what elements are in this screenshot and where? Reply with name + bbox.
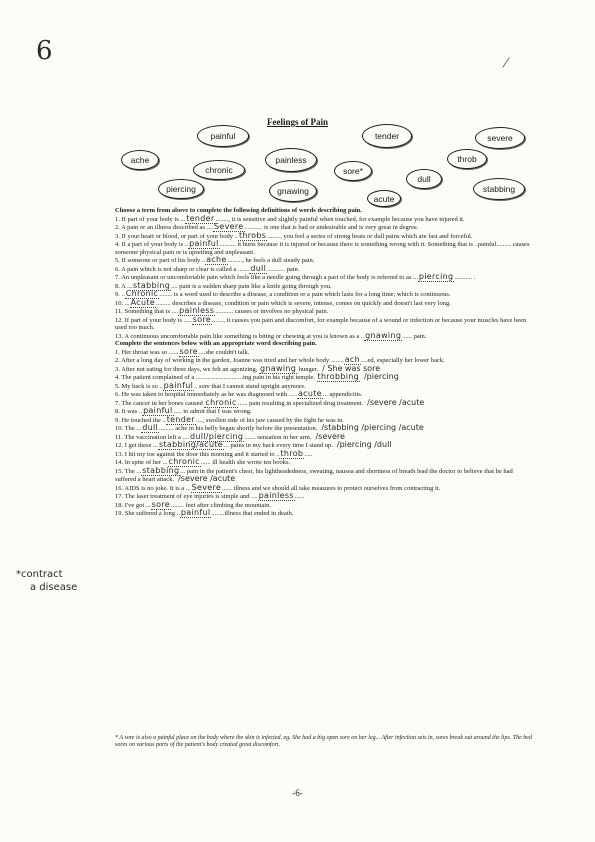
item-text: 18. I've got ... (115, 501, 151, 509)
handwritten-answer: stabbing (132, 280, 171, 290)
handwritten-answer: chronic (168, 457, 200, 466)
exercise-item (115, 332, 535, 341)
instruction: Complete the sentences below with an appropriate word describing pain. (115, 340, 317, 347)
printed-page-number: -6- (292, 788, 303, 798)
marginal-note (16, 568, 77, 594)
item-text: 4. The patient complained of a .............................ing pain in his right temple. (115, 374, 317, 381)
handwritten-answer: sore (192, 314, 212, 324)
handwritten-answer: sore (179, 346, 198, 356)
item-text: ......., it causes you pain and discomfort, for example because of a wound or infection or because your muscles have been used too much. (115, 316, 527, 331)
handwritten-answer: Severe (214, 222, 244, 231)
handwritten-alternative: /piercing /dull (336, 440, 392, 449)
item-text: 13. I hit my toe against the door this morning and it started to .. (115, 450, 280, 458)
item-text: 12. I get these ... (115, 442, 158, 449)
item-text: 11. The vaccination left a .... (115, 433, 190, 441)
item-text: 9. He touched the .. (115, 416, 166, 424)
item-text: .......... it hurts because it is injured or because there is something wrong with it. Something that is ..painful......... causes someone physical pain or is upsetting and unpleasant. (115, 241, 530, 256)
item-text: 2. After a long day of working in the garden, Joanne was tired and her whole body ........ (115, 357, 344, 364)
exercise-item (115, 390, 535, 399)
item-text: hunger. (297, 365, 319, 373)
item-text: ... pains in my back every time I stand up. (224, 442, 333, 449)
handwritten-answer: painless (179, 306, 215, 315)
item-text: ...... illness and we should all take measures to protect ourselves from contracting it. (222, 484, 441, 492)
item-text: 16. AIDS is no joke. It is a ... (115, 484, 191, 492)
item-text: 1. If part of your body is ... (115, 215, 186, 223)
item-text: ...... (294, 493, 305, 500)
handwritten-alternative: /severe (315, 431, 345, 441)
item-text: ........, it is sensitive and slightly painful when touched, for example because you have injured it. (215, 215, 465, 223)
handwritten-answer: Acute (130, 297, 155, 307)
handwritten-answer: ach (344, 355, 360, 364)
item-text: 2. A pain or an illness described as .... (115, 224, 214, 231)
exercise-item (115, 240, 535, 256)
handwritten-answer: stabbing (142, 465, 180, 475)
item-text: 13. A continuous uncomfortable pain like something is biting or chewing at you is known as a .. (115, 332, 365, 340)
item-text: .... pain is a sudden sharp pain like a knife going through you. (171, 282, 332, 290)
handwritten-answer: ache (206, 255, 227, 264)
exercise-item (115, 307, 535, 316)
handwritten-answer: piercing (418, 272, 454, 281)
word-bubble: piercing (158, 179, 204, 199)
item-text: 14. In spite of her ... (115, 459, 168, 466)
handwritten-answer: dull/piercing (190, 431, 244, 441)
exercise-item (115, 467, 535, 484)
item-text: 3. After not eating for three days, we felt an agonizing, (115, 365, 260, 373)
handwritten-answer: dull (250, 263, 267, 273)
item-text: 17. The laser treatment of eye injuries is simple and .... (115, 493, 258, 500)
word-bubble: ache (121, 150, 159, 170)
footnote: * A sore is also a painful place on the body where the skin is infected. eg. She had a big open sore on her leg... After infection sets in, sores break out around the lips. The bed sores on various parts of the patient's body created great discomfort. (115, 735, 532, 748)
instruction: Choose a term from above to complete the following definitions of words describing pain. (115, 207, 362, 214)
handwritten-answer: acute (297, 389, 322, 398)
word-bubble: throb (447, 149, 487, 169)
exercise-item (115, 441, 535, 450)
word-bubble: dull (406, 169, 442, 189)
exercise-item (115, 316, 535, 332)
item-text: ..... (304, 450, 313, 458)
word-bubble: chronic (193, 160, 245, 180)
handwritten-answer: sore (151, 499, 170, 509)
word-bubble: severe (475, 127, 525, 149)
handwritten-page-number: 6 (36, 36, 53, 66)
handwritten-answer: dull (142, 423, 159, 432)
item-text: ........... pain. (267, 265, 300, 273)
handwritten-answer: painful (163, 380, 194, 390)
item-text: .. sore that I cannot stand upright anymore. (194, 382, 306, 390)
handwritten-answer: Chronic (125, 289, 159, 298)
handwritten-answer: painless (258, 491, 294, 500)
item-text: 10. ... (115, 299, 130, 307)
item-text: ........illness that ended in death. (211, 510, 294, 517)
item-text: ...... pain resulting in specialized drug treatment. (237, 399, 364, 407)
handwritten-answer: stabbing/acute (158, 440, 224, 449)
handwritten-alternative: /stabbing /piercing /acute (321, 423, 424, 432)
pen-stroke (502, 57, 510, 67)
handwritten-alternative: / She was sore (322, 363, 381, 373)
item-text: ....she couldn't talk. (198, 348, 250, 356)
item-text: ....... sensation in her arm. (244, 433, 312, 441)
definitions-list (115, 215, 535, 341)
word-bubble: gnawing (269, 180, 317, 202)
handwritten-answer: painful (189, 239, 219, 248)
handwritten-answer: tender (186, 213, 215, 223)
exercise-item (115, 501, 535, 510)
marginal-note-line: a disease (30, 582, 78, 593)
item-text: ........., he feels a dull steady pain. (227, 257, 315, 264)
exercise-item (115, 382, 535, 391)
item-text: 3. If your heart or blood, or part of your body .. (115, 232, 238, 240)
handwritten-answer: painful (143, 406, 173, 415)
item-text: 7. An unpleasant or uncomfortable pain which feels like a needle going through a part of the body is referred to as ... (115, 274, 418, 281)
handwritten-answer: gnawing (260, 363, 297, 373)
item-text: 6. He was taken to hospital immediately as he was diagnosed with ..... (115, 391, 297, 398)
item-text: ...., swollen side of his jaw caused by the fight he was in. (195, 416, 344, 424)
handwritten-answer: throbbing (317, 372, 359, 381)
item-text: ... appendicitis. (322, 391, 363, 398)
item-text: ......... ache in his belly began shortly before the presentation. (159, 425, 318, 432)
item-text: 7. The cancer in her bones caused (115, 399, 205, 407)
item-text: 9. .. (115, 291, 125, 298)
word-bubble: acute (367, 190, 401, 207)
handwritten-alternative: /severe /acute (367, 397, 425, 407)
exercise-item (115, 265, 535, 274)
word-bubble: tender (362, 124, 412, 148)
handwritten-answer: gnawing (365, 330, 402, 340)
handwritten-answer: throbs (238, 230, 267, 240)
item-text: ....ed, especially her lower back. (361, 357, 445, 364)
item-text: 8. It was .. (115, 408, 143, 415)
item-text: ........ is a word used to describe a disease, a condition or a pain which lasts for a long time; which is continuous. (159, 291, 451, 298)
exercise-item (115, 282, 535, 291)
word-bubble: stabbing (473, 178, 525, 200)
item-text: 6. A pain which is not sharp or clear is called a ....... (115, 265, 250, 273)
item-text: ........... causes or involves no physical pain. (215, 308, 329, 315)
item-text: 5. If someone or part of his body .. (115, 257, 206, 264)
worksheet-title: Feelings of Pain (267, 117, 328, 128)
sentences-list (115, 348, 535, 518)
exercise-item (115, 348, 535, 357)
item-text: 19. She suffered a long .. (115, 510, 180, 517)
handwritten-alternative: /severe /acute (178, 474, 236, 483)
word-bubble: painless (265, 148, 317, 172)
word-bubble: sore* (334, 161, 372, 181)
item-text: ........, you feel a series of strong beats or dull pains which are fast and forceful. (267, 232, 473, 240)
item-text: ..... to admit that I was wrong. (173, 408, 252, 415)
exercise-item (115, 492, 535, 501)
item-text: 4. If a part of your body is .. (115, 241, 189, 248)
exercise-item (115, 509, 535, 518)
item-text: ...... ill health she wrote ten books. (200, 459, 291, 466)
item-text: ........... . (454, 274, 476, 281)
handwritten-alternative: /piercing (363, 372, 399, 381)
item-text: 1. Her throat was so ...... (115, 348, 179, 356)
exercise-item (115, 215, 535, 224)
worksheet-body (115, 207, 535, 518)
handwritten-answer: chronic (205, 397, 237, 407)
exercise-item (115, 256, 535, 265)
item-text: 12. If part of your body is ..... (115, 316, 192, 324)
exercise-item (115, 223, 535, 232)
item-text: ........... is one that is bad or undesirable and is very great in degree. (244, 224, 419, 231)
item-text: ... pain in the patient's chest, his lightheadedness, sweating, nausea and shortness of breath lead the doctor to believe that he had suffered a heart attack. (115, 467, 513, 483)
marginal-note-line: *contract (16, 569, 63, 580)
item-text: 11. Something that is .... (115, 308, 179, 315)
item-text: ...... pain. (402, 332, 427, 340)
exercise-item (115, 273, 535, 282)
item-text: 10. The ... (115, 425, 142, 432)
exercise-item (115, 484, 535, 493)
handwritten-answer: painful (180, 508, 211, 517)
exercise-item (115, 399, 535, 408)
word-bubble: painful (197, 125, 249, 147)
exercise-item (115, 290, 535, 299)
item-text: 5. My back is so .. (115, 382, 163, 390)
handwritten-answer: Severe (191, 482, 222, 492)
item-text: ........ feet after climbing the mountain. (170, 501, 271, 509)
item-text: ......... describes a disease, condition or pain which is severe, intense, comes on quickly and doesn't last very long. (155, 299, 451, 307)
handwritten-answer: throb (280, 448, 304, 458)
item-text: 15. The ... (115, 467, 142, 475)
item-text: 8. A ... (115, 282, 132, 290)
exercise-item (115, 232, 535, 241)
handwritten-answer: tender (166, 414, 195, 424)
